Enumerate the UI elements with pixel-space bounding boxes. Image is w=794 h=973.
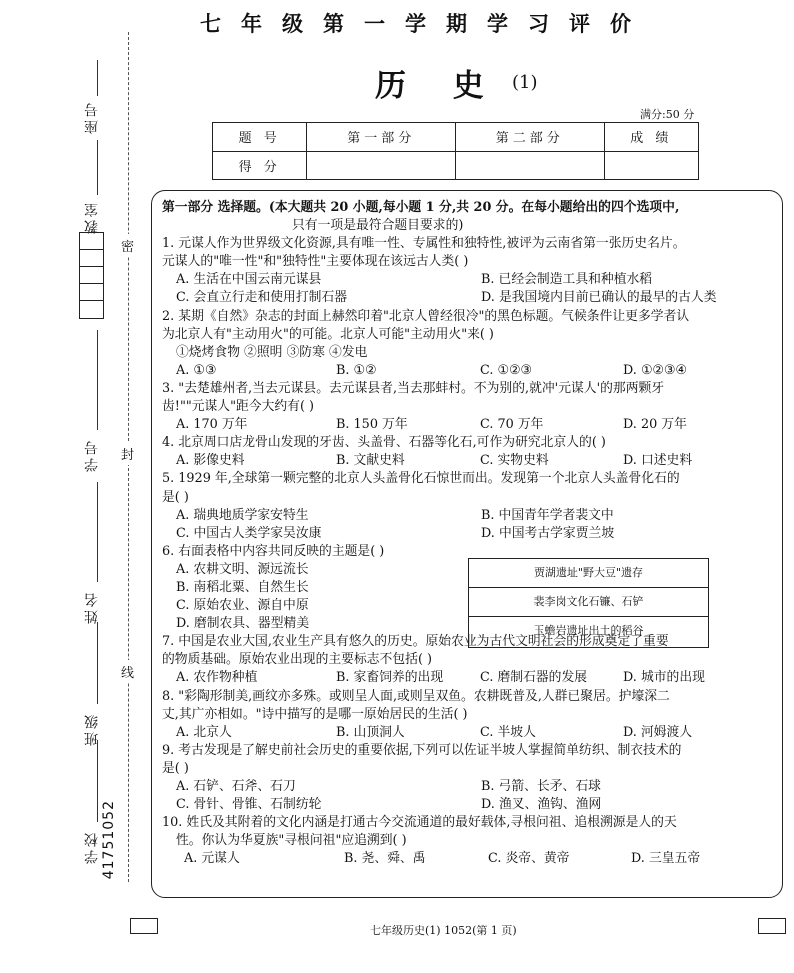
room-line[interactable]	[97, 140, 98, 195]
question-stem: 是( )	[162, 489, 189, 505]
question-stem: 8. "彩陶形制美,画纹亦多殊。或则呈人面,或则呈双鱼。农耕既普及,人群已聚居。护壕深二	[162, 688, 670, 704]
option-c[interactable]: C. 实物史料	[480, 453, 549, 469]
question-stem: 3. "去楚雄州者,当去元谋县。去元谋县者,当去那蚌村。不为别的,就冲'元谋人'的那两颗牙	[162, 380, 665, 396]
question-items: ①烧烤食物 ②照明 ③防寒 ④发电	[176, 344, 368, 360]
option-a[interactable]: A. 农作物种植	[176, 670, 258, 686]
seat-line[interactable]	[97, 60, 98, 96]
student-no-line[interactable]	[97, 330, 98, 430]
option-a[interactable]: A. 元谋人	[184, 851, 240, 867]
score-header-cell: 题 号	[213, 123, 307, 152]
score-header-cell: 第一部分	[307, 123, 456, 152]
score-row-label: 得 分	[213, 151, 307, 180]
question-stem: 的物质基础。原始农业出现的主要标志不包括( )	[162, 652, 432, 668]
option-a[interactable]: A. 瑞典地质学家安特生	[176, 507, 309, 523]
option-d[interactable]: D. 磨制农具、器型精美	[176, 616, 310, 632]
mark-xian: 线	[121, 660, 134, 683]
option-d[interactable]: D. 三皇五帝	[631, 851, 701, 867]
option-a[interactable]: A. 170 万年	[176, 417, 248, 433]
option-d[interactable]: D. 口述史料	[623, 453, 693, 469]
option-d[interactable]: D. 是我国境内目前已确认的最早的古人类	[481, 290, 717, 306]
question-stem: 9. 考古发现是了解史前社会历史的重要依据,下列可以佐证半坡人掌握简单纺织、制衣技术的	[162, 742, 682, 758]
question-stem: 5. 1929 年,全球第一颗完整的北京人头盖骨化石惊世而出。发现第一个北京人头盖骨化石的	[162, 471, 680, 487]
option-d[interactable]: D. 中国考古学家贾兰坡	[481, 525, 615, 541]
school-label: 学校	[84, 830, 100, 864]
option-a[interactable]: A. 影像史料	[176, 453, 245, 469]
exam-title: 七年级第一学期学习评价	[200, 11, 651, 36]
option-a[interactable]: A. 生活在中国云南元谋县	[176, 272, 322, 288]
q6-reference-table	[468, 558, 709, 648]
score-input-total[interactable]	[604, 151, 698, 180]
subject-number: (1)	[512, 72, 538, 93]
mark-mi: 密	[121, 234, 134, 257]
question-stem: 元谋人的"唯一性"和"独特性"主要体现在该远古人类( )	[162, 254, 469, 270]
score-input-part2[interactable]	[455, 151, 604, 180]
option-b[interactable]: B. 家畜饲养的出现	[336, 670, 444, 686]
question-stem: 齿!""元谋人"距今大约有( )	[162, 399, 315, 415]
option-a[interactable]: A. 石铲、石斧、石刀	[176, 779, 296, 794]
option-d[interactable]: D. 河姆渡人	[623, 724, 693, 740]
option-b[interactable]: B. 中国青年学者裴文中	[481, 507, 614, 523]
page-footer: 七年级历史(1) 1052(第 1 页)	[370, 924, 517, 937]
seat-number-boxes[interactable]	[79, 232, 104, 319]
score-header-cell: 成 绩	[604, 123, 698, 152]
question-stem: 性。你认为华夏族"寻根问祖"应追溯到( )	[176, 833, 407, 849]
option-c[interactable]: C. 磨制石器的发展	[480, 670, 588, 686]
full-score: 满分:50 分	[640, 108, 695, 121]
class-line[interactable]	[97, 622, 98, 704]
question-stem: 7. 中国是农业大国,农业生产具有悠久的历史。原始农业为古代文明社会的形成奠定了重要	[162, 634, 669, 650]
option-c[interactable]: C. 半坡人	[480, 724, 536, 740]
question-content	[162, 199, 774, 868]
question-stem: 丈,其广亦相如。"诗中描写的是哪一原始居民的生活( )	[162, 706, 468, 722]
footer-box-right	[758, 918, 786, 934]
score-header-cell: 第二部分	[455, 123, 604, 152]
question-stem: 1. 元谋人作为世界级文化资源,具有唯一性、专属性和独特性,被评为云南省第一张历史名片。	[162, 236, 686, 252]
option-c[interactable]: C. 原始农业、源自中原	[176, 598, 309, 614]
option-a[interactable]: A. 农耕文明、源远流长	[176, 561, 309, 577]
option-b[interactable]: B. 文献史料	[336, 453, 405, 469]
option-c[interactable]: C. 中国古人类学家吴汝康	[176, 525, 322, 541]
option-d[interactable]: D. 城市的出现	[623, 670, 705, 686]
option-b[interactable]: B. 南稻北粟、自然生长	[176, 579, 309, 595]
seat-label: 座号	[84, 100, 100, 134]
option-c[interactable]: C. 70 万年	[480, 417, 544, 433]
id-number: 41751052	[101, 800, 117, 880]
option-b[interactable]: B. ①②	[336, 362, 377, 378]
name-label: 姓名	[84, 590, 100, 624]
option-d[interactable]: D. 渔叉、渔钩、渔网	[481, 797, 602, 813]
option-c[interactable]: C. ①②③	[480, 362, 532, 378]
option-c[interactable]: C. 骨针、骨锥、石制纺轮	[176, 797, 322, 813]
option-c[interactable]: C. 炎帝、黄帝	[488, 851, 570, 867]
option-d[interactable]: D. 20 万年	[623, 417, 687, 433]
section-heading: 第一部分 选择题。(本大题共 20 小题,每小题 1 分,共 20 分。在每小题给出的四个选项中,	[162, 200, 680, 215]
question-stem: 2. 某期《自然》杂志的封面上赫然印着"北京人曾经很冷"的黑色标题。气候条件让更多学者认	[162, 308, 690, 324]
option-a[interactable]: A. ①③	[176, 362, 217, 378]
q6-table-row: 裴李岗文化石镰、石铲	[469, 588, 708, 617]
q6-table-row: 贾湖遗址"野大豆"遗存	[469, 559, 708, 588]
question-stem: 4. 北京周口店龙骨山发现的牙齿、头盖骨、石器等化石,可作为研究北京人的( )	[162, 435, 606, 451]
option-a[interactable]: A. 北京人	[176, 724, 232, 740]
section-heading-cont: 只有一项是最符合题目要求的)	[292, 218, 464, 234]
score-input-part1[interactable]	[307, 151, 456, 180]
footer-box-left	[130, 918, 158, 934]
question-stem: 10. 姓氏及其附着的文化内涵是打通古今交流通道的最好载体,寻根问祖、追根溯源是人的天	[162, 815, 677, 831]
q6-table-row: 玉蟾岩遗址出土的稻谷	[533, 624, 644, 637]
mark-feng: 封	[121, 442, 134, 465]
question-stem: 6. 右面表格中内容共同反映的主题是( )	[162, 543, 385, 559]
room-label: 教室	[84, 200, 100, 234]
option-b[interactable]: B. 山顶洞人	[336, 724, 405, 740]
option-c[interactable]: C. 会直立行走和使用打制石器	[176, 290, 348, 306]
option-b[interactable]: B. 尧、舜、禹	[344, 851, 426, 867]
score-table	[212, 122, 699, 180]
name-line[interactable]	[97, 482, 98, 582]
option-b[interactable]: B. 已经会制造工具和种植水稻	[481, 272, 653, 288]
question-stem: 是( )	[162, 760, 189, 776]
option-d[interactable]: D. ①②③④	[623, 362, 687, 378]
subject-title: 历 史	[375, 68, 502, 104]
option-b[interactable]: B. 弓箭、长矛、石球	[481, 779, 601, 794]
question-stem: 为北京人有"主动用火"的可能。北京人可能"主动用火"来( )	[162, 326, 494, 342]
student-no-label: 学号	[84, 438, 100, 472]
class-label: 班级	[84, 712, 100, 746]
option-b[interactable]: B. 150 万年	[336, 417, 408, 433]
school-line[interactable]	[97, 740, 98, 822]
